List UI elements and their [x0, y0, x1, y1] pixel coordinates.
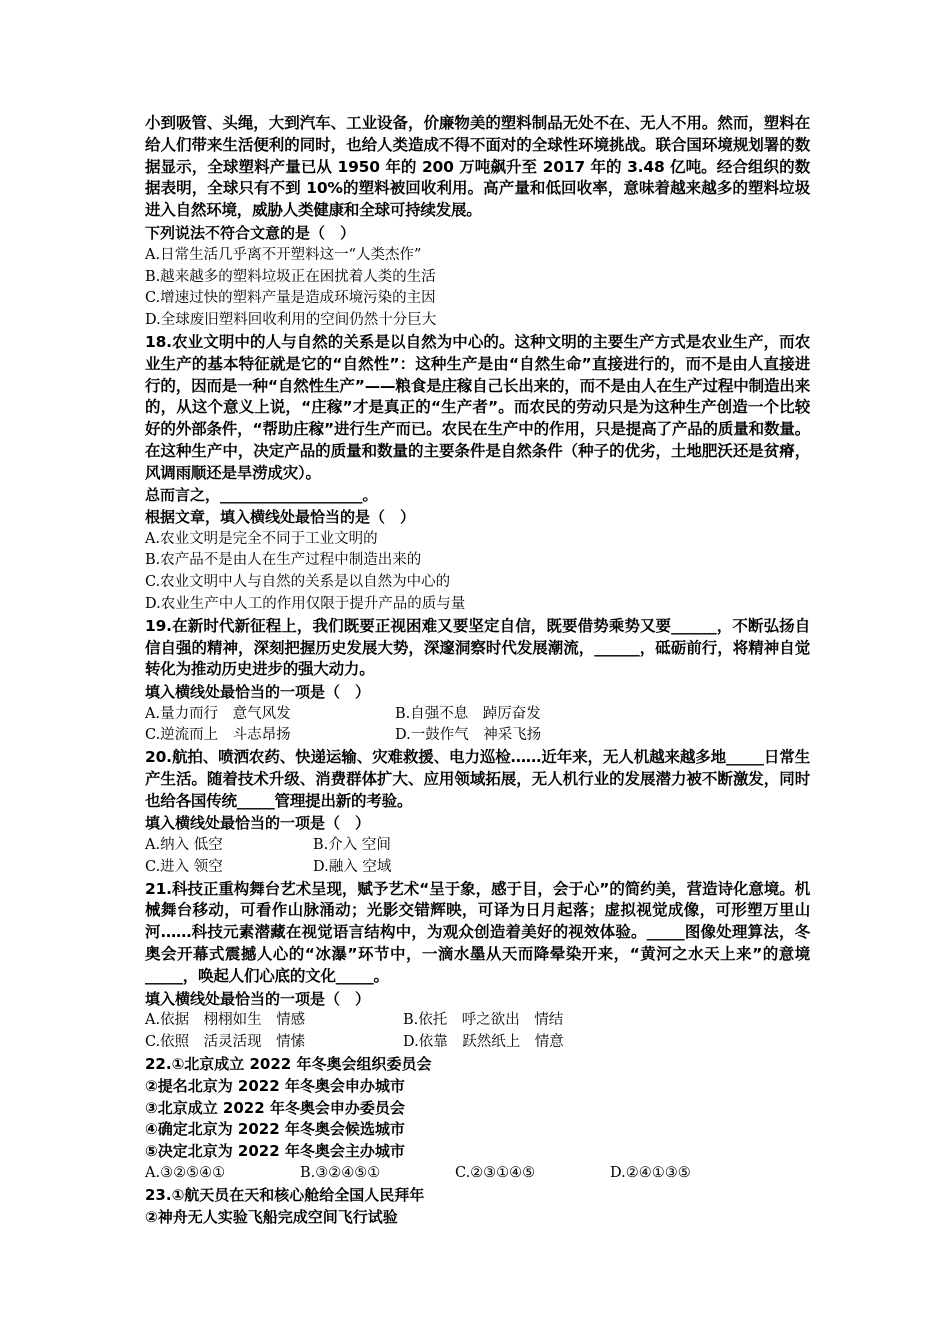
q20-options-row-2 — [145, 857, 810, 879]
q23-item-1: 23.①航天员在天和核心舱给全国人民拜年 — [145, 1185, 425, 1204]
q22-option-d[interactable]: D.②④①③⑤ — [610, 1164, 691, 1181]
q21-option-b[interactable]: B.依托 呼之欲出 情结 — [403, 1012, 564, 1029]
q21-option-d[interactable]: D.依靠 跃然纸上 情意 — [403, 1034, 564, 1051]
q21-stem: 填入横线处最恰当的一项是（ ） — [145, 989, 371, 1008]
q17-stem: 下列说法不符合文意的是（ ） — [145, 224, 356, 242]
q20-option-d[interactable]: D.融入 空域 — [313, 858, 392, 875]
q22-item-4: ④确定北京为 2022 年冬奥会候选城市 — [145, 1120, 405, 1139]
q18-option-a[interactable]: A.农业文明是完全不同于工业文明的 — [145, 530, 378, 547]
q21-option-a[interactable]: A.依据 栩栩如生 情感 — [145, 1012, 306, 1029]
q20-option-b[interactable]: B.介入 空间 — [313, 836, 391, 853]
q21-option-c[interactable]: C.依照 活灵活现 情愫 — [145, 1034, 306, 1051]
q20-option-c[interactable]: C.进入 领空 — [145, 858, 223, 875]
q18-stem: 根据文章，填入横线处最恰当的是（ ） — [145, 507, 416, 526]
q22-option-a[interactable]: A.③②⑤④① — [145, 1164, 226, 1181]
q22-item-2: ②提名北京为 2022 年冬奥会申办城市 — [145, 1076, 405, 1095]
q18-option-c[interactable]: C.农业文明中人与自然的关系是以自然为中心的 — [145, 574, 451, 591]
q19-options-row-2 — [145, 725, 810, 747]
q19-passage: 19.在新时代新征程上，我们既要正视困难又要坚定自信，既要借势乘势又要______，不断弘扬自信自强的精神，深刻把握历史发展大势，深邃洞察时代发展潮流，______，砥砺前行，将精神自觉转化为推动历史进步的强大动力。 — [145, 616, 810, 679]
q22-item-1: 22.①北京成立 2022 年冬奥会组织委员会 — [145, 1054, 432, 1073]
q19-option-b[interactable]: B.自强不息 踔厉奋发 — [395, 705, 541, 722]
q21-options-row-1 — [145, 1010, 810, 1032]
q22-option-b[interactable]: B.③②④⑤① — [300, 1164, 381, 1181]
q18-option-d[interactable]: D.农业生产中人工的作用仅限于提升产品的质与量 — [145, 595, 466, 612]
q18-option-b[interactable]: B.农产品不是由人在生产过程中制造出来的 — [145, 552, 422, 569]
passage-plastic: 小到吸管、头绳，大到汽车、工业设备，价廉物美的塑料制品无处不在、无人不用。然而，塑料在给人们带来生活便利的同时，也给人类造成不得不面对的全球性环境挑战。联合国环境规划署的数据显示，全球塑料产量已从 1950 年的 200 万吨飙升至 2017 年的 3.48 亿吨。经合组织的数据表明，全球只有不到 10%的塑料被回收利用。高产量和低回收率，意味着越来越多的塑料垃圾进入自然环境，威胁人类健康和全球可持续发展。 — [145, 114, 810, 220]
q22-option-c[interactable]: C.②③①④⑤ — [455, 1164, 536, 1181]
q22-item-5: ⑤决定北京为 2022 年冬奥会主办城市 — [145, 1142, 405, 1161]
q22-item-3: ③北京成立 2022 年冬奥会申办委员会 — [145, 1098, 405, 1117]
q19-option-d[interactable]: D.一鼓作气 神采飞扬 — [395, 727, 542, 744]
q23-item-2: ②神舟无人实验飞船完成空间飞行试验 — [145, 1207, 398, 1226]
q21-options-row-2 — [145, 1032, 810, 1054]
q22-options-row — [145, 1163, 810, 1185]
q21-passage: 21.科技正重构舞台艺术呈现，赋予艺术“呈于象，感于目，会于心”的简约美，营造诗化意境。机械舞台移动，可看作山脉涌动；光影交错辉映，可译为日月起落；虚拟视觉成像，可形塑万里山河……科技元素潜藏在视觉语言结构中，为观众创造着美好的视效体验。_____图像处理算法，冬奥会开幕式震撼人心的“冰瀑”环节中，一滴水墨从天而降晕染开来，“黄河之水天上来”的意境_____，唤起人们心底的文化_____。 — [145, 879, 810, 985]
q19-options-row-1 — [145, 704, 810, 726]
q18-summary: 总而言之，___________________。 — [145, 485, 378, 504]
q19-stem: 填入横线处最恰当的一项是（ ） — [145, 682, 371, 701]
q17-option-b[interactable]: B.越来越多的塑料垃圾正在困扰着人类的生活 — [145, 268, 436, 285]
q20-passage: 20.航拍、喷洒农药、快递运输、灾难救援、电力巡检……近年来，无人机越来越多地_____日常生产生活。随着技术升级、消费群体扩大、应用领域拓展，无人机行业的发展潜力被不断激发，同时也给各国传统_____管理提出新的考验。 — [145, 748, 810, 810]
q20-option-a[interactable]: A.纳入 低空 — [145, 836, 223, 853]
q20-options-row-1 — [145, 835, 810, 857]
exam-page — [145, 113, 810, 1228]
q17-option-c[interactable]: C.增速过快的塑料产量是造成环境污染的主因 — [145, 290, 436, 307]
q19-option-c[interactable]: C.逆流而上 斗志昂扬 — [145, 727, 291, 744]
q19-option-a[interactable]: A.量力而行 意气风发 — [145, 705, 291, 722]
q17-option-d[interactable]: D.全球废旧塑料回收利用的空间仍然十分巨大 — [145, 312, 437, 329]
q18-passage: 18.农业文明中的人与自然的关系是以自然为中心的。这种文明的主要生产方式是农业生产，而农业生产的基本特征就是它的“自然性”：这种生产是由“自然生命”直接进行的，而不是由人直接进行的，因而是一种“自然性生产”——粮食是庄稼自己长出来的，而不是由人在生产过程中制造出来的，从这个意义上说，“庄稼”才是真正的“生产者”。而农民的劳动只是为这种生产创造一个比较好的外部条件，“帮助庄稼”进行生产而已。农民在生产中的作用，只是提高了产品的质量和数量。在这种生产中，决定产品的质量和数量的主要条件是自然条件（种子的优劣，土地肥沃还是贫瘠，风调雨顺还是旱涝成灾）。 — [145, 332, 810, 482]
q17-option-a[interactable]: A.日常生活几乎离不开塑料这一“人类杰作” — [145, 246, 422, 263]
q20-stem: 填入横线处最恰当的一项是（ ） — [145, 814, 371, 833]
